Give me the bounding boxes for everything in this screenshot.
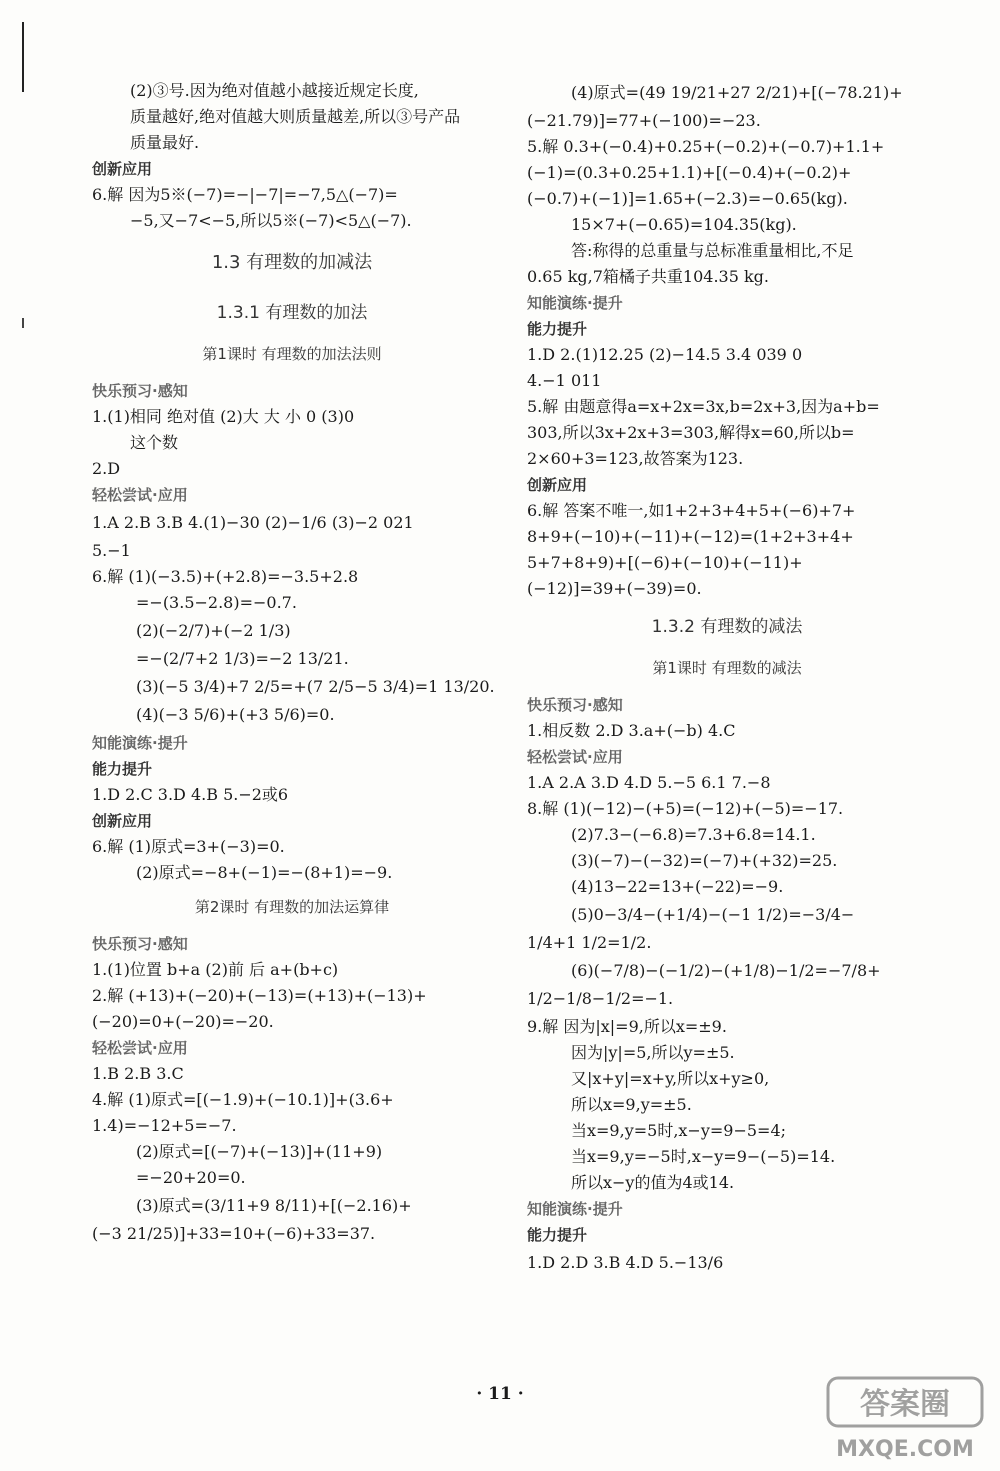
text-line: 1.(1)相同 绝对值 (2)大 大 小 0 (3)0	[92, 407, 355, 426]
text-line: =−(2/7+2 1/3)=−2 13/21.	[136, 649, 349, 668]
text-line: 6.解 因为5※(−7)=−|−7|=−7,5△(−7)=	[92, 185, 398, 204]
section-label: 创新应用	[92, 160, 153, 178]
text-line: 1/4+1 1/2=1/2.	[527, 933, 652, 952]
left-column	[92, 78, 495, 1249]
section-title: 第2课时 有理数的加法运算律	[194, 898, 390, 916]
text-line: 当x=9,y=−5时,x−y=9−(−5)=14.	[571, 1147, 836, 1166]
section-title: 1.3.1 有理数的加法	[216, 303, 368, 323]
section-label: 能力提升	[92, 760, 153, 778]
right-column	[527, 78, 927, 1278]
text-line: (2)原式=[(−7)+(−13)]+(11+9)	[136, 1142, 383, 1161]
section-label: 创新应用	[92, 812, 153, 830]
text-line: 因为|y|=5,所以y=±5.	[571, 1043, 735, 1062]
text-line: 1.D 2.(1)12.25 (2)−14.5 3.4 039 0	[527, 345, 803, 364]
section-title: 1.3.2 有理数的减法	[651, 617, 803, 637]
text-line: (−3 21/25)]+33=10+(−6)+33=37.	[92, 1224, 376, 1243]
text-line: 这个数	[130, 433, 179, 452]
text-line: (2)原式=−8+(−1)=−(8+1)=−9.	[136, 863, 393, 882]
text-line: 4.解 (1)原式=[(−1.9)+(−10.1)]+(3.6+	[92, 1090, 394, 1109]
section-label: 创新应用	[527, 476, 588, 494]
text-line: 4.−1 011	[527, 371, 602, 390]
text-line: (4)(−3 5/6)+(+3 5/6)=0.	[136, 705, 335, 724]
text-line: 所以x−y的值为4或14.	[571, 1173, 735, 1192]
text-line: (−12)]=39+(−39)=0.	[527, 579, 702, 598]
section-title: 第1课时 有理数的减法	[652, 659, 802, 677]
section-label: 能力提升	[527, 320, 588, 338]
text-line: 1.A 2.A 3.D 4.D 5.−5 6.1 7.−8	[527, 773, 771, 792]
text-line: 答:称得的总重量与总标准重量相比,不足	[571, 241, 854, 260]
text-line: 6.解 (1)(−3.5)+(+2.8)=−3.5+2.8	[92, 567, 359, 586]
text-line: 5.解 0.3+(−0.4)+0.25+(−0.2)+(−0.7)+1.1+	[527, 137, 885, 156]
text-line: =−20+20=0.	[136, 1168, 246, 1187]
text-line: 1.相反数 2.D 3.a+(−b) 4.C	[527, 721, 736, 740]
text-line: 1.A 2.B 3.B 4.(1)−30 (2)−1/6 (3)−2 021	[92, 513, 414, 532]
text-line: (−20)=0+(−20)=−20.	[92, 1012, 274, 1031]
text-line: (4)原式=(49 19/21+27 2/21)+[(−78.21)+	[571, 83, 903, 102]
text-line: 5+7+8+9)+[(−6)+(−10)+(−11)+	[527, 553, 803, 572]
text-line: 9.解 因为|x|=9,所以x=±9.	[527, 1017, 727, 1036]
text-line: 0.65 kg,7箱橘子共重104.35 kg.	[527, 267, 770, 286]
text-line: 15×7+(−0.65)=104.35(kg).	[571, 215, 797, 234]
text-line: (3)(−7)−(−32)=(−7)+(+32)=25.	[571, 851, 838, 870]
text-line: (6)(−7/8)−(−1/2)−(+1/8)−1/2=−7/8+	[571, 961, 881, 980]
section-label: 轻松尝试·应用	[527, 748, 623, 766]
text-line: (4)13−22=13+(−22)=−9.	[571, 877, 784, 896]
page-edge-mark	[22, 318, 24, 328]
section-label: 知能演练·提升	[92, 734, 188, 752]
watermark-logo-icon	[820, 1372, 990, 1467]
section-label: 知能演练·提升	[527, 294, 623, 312]
text-line: (2)7.3−(−6.8)=7.3+6.8=14.1.	[571, 825, 816, 844]
text-line: 1.4)=−12+5=−7.	[92, 1116, 237, 1135]
section-label: 知能演练·提升	[527, 1200, 623, 1218]
text-line: (2)③号.因为绝对值越小越接近规定长度,	[130, 81, 419, 100]
text-line: 1.D 2.D 3.B 4.D 5.−13/6	[527, 1253, 724, 1272]
text-line: 所以x=9,y=±5.	[571, 1095, 692, 1114]
page-edge-mark	[22, 22, 24, 92]
text-line: 又|x+y|=x+y,所以x+y≥0,	[571, 1069, 770, 1088]
page-number: · 11 ·	[476, 1384, 524, 1404]
text-line: (2)(−2/7)+(−2 1/3)	[136, 621, 291, 640]
svg-text:MXQE.COM: MXQE.COM	[836, 1437, 974, 1462]
text-line: (3)(−5 3/4)+7 2/5=+(7 2/5−5 3/4)=1 13/20.	[136, 677, 495, 696]
section-label: 快乐预习·感知	[92, 935, 188, 953]
section-title: 第1课时 有理数的加法法则	[202, 345, 382, 363]
section-label: 快乐预习·感知	[527, 696, 623, 714]
text-line: (−1)=(0.3+0.25+1.1)+[(−0.4)+(−0.2)+	[527, 163, 852, 182]
text-line: 6.解 (1)原式=3+(−3)=0.	[92, 837, 285, 856]
text-line: 1.B 2.B 3.C	[92, 1064, 184, 1083]
text-line: 6.解 答案不唯一,如1+2+3+4+5+(−6)+7+	[527, 501, 856, 520]
text-line: 1/2−1/8−1/2=−1.	[527, 989, 674, 1008]
svg-text:答案圈: 答案圈	[860, 1387, 950, 1422]
text-line: (−21.79)]=77+(−100)=−23.	[527, 111, 761, 130]
text-line: 303,所以3x+2x+3=303,解得x=60,所以b=	[527, 423, 855, 442]
text-line: 当x=9,y=5时,x−y=9−5=4;	[571, 1121, 787, 1140]
section-label: 轻松尝试·应用	[92, 1039, 188, 1057]
text-line: −5,又−7<−5,所以5※(−7)<5△(−7).	[130, 211, 412, 230]
section-label: 快乐预习·感知	[92, 382, 188, 400]
text-line: (−0.7)+(−1)]=1.65+(−2.3)=−0.65(kg).	[527, 189, 848, 208]
section-label: 轻松尝试·应用	[92, 486, 188, 504]
text-line: 5.解 由题意得a=x+2x=3x,b=2x+3,因为a+b=	[527, 397, 880, 416]
text-line: 质量越好,绝对值越大则质量越差,所以③号产品	[130, 107, 461, 126]
text-line: 2.解 (+13)+(−20)+(−13)=(+13)+(−13)+	[92, 986, 427, 1005]
text-line: (3)原式=(3/11+9 8/11)+[(−2.16)+	[136, 1196, 412, 1215]
text-line: 1.D 2.C 3.D 4.B 5.−2或6	[92, 785, 289, 804]
text-line: 8+9+(−10)+(−11)+(−12)=(1+2+3+4+	[527, 527, 854, 546]
text-line: 2.D	[92, 459, 121, 478]
text-line: 质量最好.	[130, 133, 200, 152]
text-line: =−(3.5−2.8)=−0.7.	[136, 593, 297, 612]
text-line: 5.−1	[92, 541, 131, 560]
section-label: 能力提升	[527, 1226, 588, 1244]
text-line: 2×60+3=123,故答案为123.	[527, 449, 744, 468]
text-line: 1.(1)位置 b+a (2)前 后 a+(b+c)	[92, 960, 339, 979]
text-line: 8.解 (1)(−12)−(+5)=(−12)+(−5)=−17.	[527, 799, 844, 818]
text-line: (5)0−3/4−(+1/4)−(−1 1/2)=−3/4−	[571, 905, 855, 924]
section-title: 1.3 有理数的加减法	[211, 252, 373, 273]
